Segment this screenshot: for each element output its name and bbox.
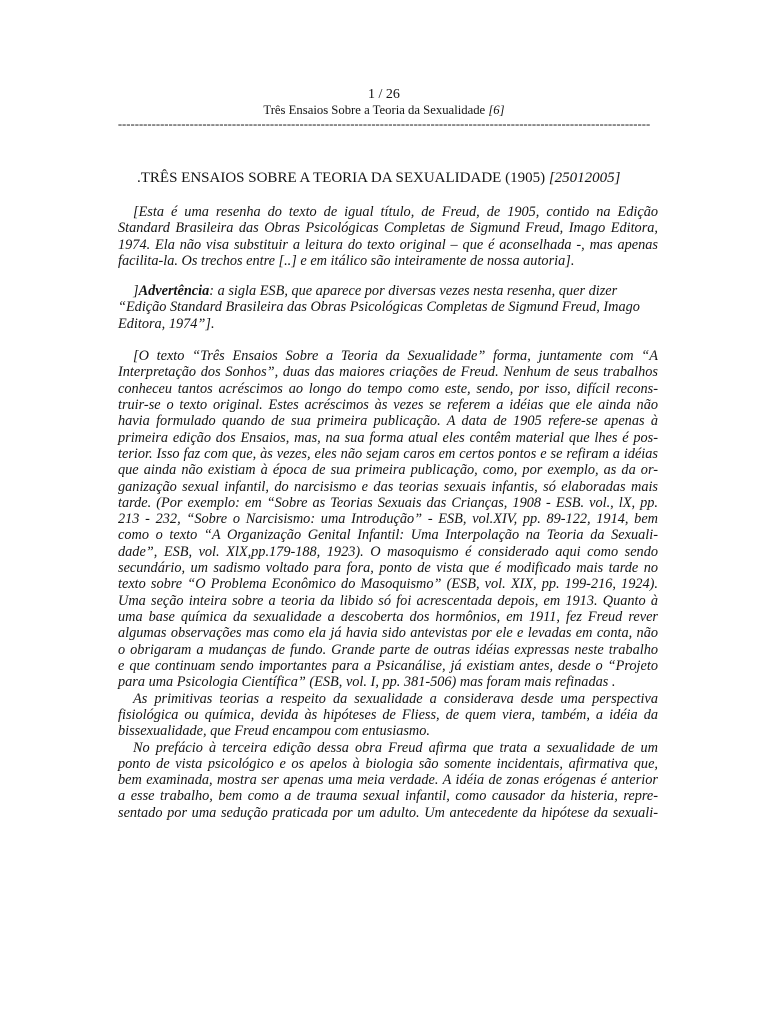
text-line: e que continuam sendo importantes para a Psicanálise, já existiam antes, desde o “Projeto	[118, 657, 658, 674]
notice-label: Advertência	[138, 283, 210, 299]
text-line: Editora, 1974”].	[118, 315, 215, 332]
text-line: que ainda não existiam à época de sua primeira publicação, como, por exemplo, as da or-	[118, 462, 658, 479]
text-line: primeira edição dos Ensaios, mas, na sua forma atual eles contêm material que lhes é pos-	[118, 429, 658, 446]
page-indicator: 1 / 26	[368, 87, 400, 102]
text-line: 213 - 232, “Sobre o Narcisismo: uma Introdução” - ESB, vol.XIV, pp. 89-122, 1914, bem	[118, 511, 658, 528]
paragraph-body-3	[118, 740, 658, 822]
text-line: como o texto “A Organização Genital Infantil: Uma Interpolação na Teoria da Sexuali-	[118, 527, 658, 544]
text-line: ponto de vista psicológico e os apelos à biologia são somente incidentais, afirmativa que,	[118, 755, 658, 772]
text-line: dade”, ESB, vol. XlX,pp.179-188, 1923). O masoquismo é considerado aqui como sendo	[118, 543, 658, 560]
text-line: ganização sexual infantil, do narcisismo e das teorias sexuais infantis, só elaboradas mais	[118, 478, 658, 495]
text-line: Uma seção inteira sobre a teoria da libido só foi acrescentada depois, em 1913. Quanto à	[118, 592, 658, 609]
header-rule: ------------------------------------------------------------------------------------------------------------------------------	[117, 117, 651, 131]
text-line: fisiológica ou química, devida às hipóteses de Fliess, de quem viera, também, a idéia da	[118, 706, 658, 723]
paragraph-body-2	[118, 691, 658, 740]
text-line: No prefácio à terceira edição dessa obra Freud afirma que trata a sexualidade de um	[133, 739, 658, 756]
text-line: texto sobre “O Problema Econômico do Masoquismo” (ESB, vol. XIX, pp. 199-216, 1924).	[118, 576, 658, 593]
paragraph-body-1	[118, 348, 658, 691]
body-text	[118, 348, 658, 821]
text-line: secundário, um sadismo voltado para fora, ponto de vista que é modificado mais tarde no	[118, 560, 658, 577]
text-line: [Esta é uma resenha do texto de igual título, de Freud, de 1905, contido na Edição	[133, 204, 658, 220]
notice-line-rest: : a sigla ESB, que aparece por diversas vezes nesta resenha, quer dizer	[209, 283, 618, 299]
text-line: Interpretação dos Sonhos”, duas das maiores criações de Freud. Nenhum de seus trabalhos	[118, 364, 658, 381]
text-line: bissexualidade, que Freud encampou com entusiasmo.	[118, 723, 430, 740]
text-line: o obrigaram a mudanças de fundo. Grande parte de outras idéias expressas neste trabalho	[118, 641, 658, 658]
text-line: para uma Psicologia Científica” (ESB, vol. I, pp. 381-506) mas foram mais refinadas .	[118, 674, 616, 691]
text-line: truir-se o texto original. Estes acréscimos às vezes se referem a idéias que ele ainda não	[118, 396, 658, 413]
document-title-text: .TRÊS ENSAIOS SOBRE A TEORIA DA SEXUALIDADE (1905)	[137, 170, 546, 186]
text-line: tarde. (Por exemplo: em “Sobre as Teorias Sexuais das Crianças, 1908 - ESB. vol., lX, pp.	[118, 494, 658, 511]
text-line: [O texto “Três Ensaios Sobre a Teoria da Sexualidade” forma, juntamente com “A	[133, 348, 658, 364]
paragraph-intro	[118, 204, 658, 269]
document-title-ref: [25012005]	[548, 170, 621, 186]
text-line: 1974. Ela não visa substituir a leitura do texto original – que é aconselhada -, mas apenas	[118, 236, 658, 253]
text-line: As primitivas teorias a respeito da sexualidade a considerava desde uma perspectiva	[133, 690, 658, 707]
text-line	[118, 283, 658, 299]
running-title-ref: [6]	[488, 103, 505, 117]
text-line: facilita-la. Os trechos entre [..] e em itálico são inteiramente de nossa autoria].	[118, 252, 575, 269]
running-title-text: Três Ensaios Sobre a Teoria da Sexualidade	[263, 103, 486, 117]
running-title	[0, 103, 768, 117]
text-line: uma base química da sexualidade a descoberta dos hormônios, em 1911, fez Freud rever	[118, 609, 658, 625]
paragraph-notice	[118, 283, 658, 332]
text-line: algumas observações mas como ela já havia sido antevistas por ele e levadas em conta, não	[118, 625, 658, 642]
document-title	[137, 170, 621, 186]
text-line: havia formulado quando de sua primeira publicação. A data de 1905 refere-se apenas à	[118, 413, 658, 430]
text-line: conheceu tantos acréscimos ao longo do tempo como este, sendo, por isso, difícil recons-	[118, 380, 658, 397]
text-line: bem examinada, mostra ser apenas uma meia verdade. A idéia de zonas erógenas é anterior	[118, 772, 658, 789]
text-line: “Edição Standard Brasileira das Obras Psicológicas Completas de Sigmund Freud, Imago	[118, 299, 640, 316]
text-line: sentado por uma sedução praticada por um adulto. Um antecedente da hipótese da sexuali-	[118, 804, 658, 821]
text-line: a esse trabalho, bem como a de trauma sexual infantil, como causador da histeria, repre-	[118, 788, 658, 805]
text-line: terior. Isso faz com que, às vezes, eles não sejam caros em certos pontos e se refiram a idéias	[118, 445, 658, 462]
text-line: Standard Brasileira das Obras Psicológicas Completas de Sigmund Freud, Imago Editora,	[118, 220, 658, 237]
notice-lead: ]	[133, 283, 139, 299]
